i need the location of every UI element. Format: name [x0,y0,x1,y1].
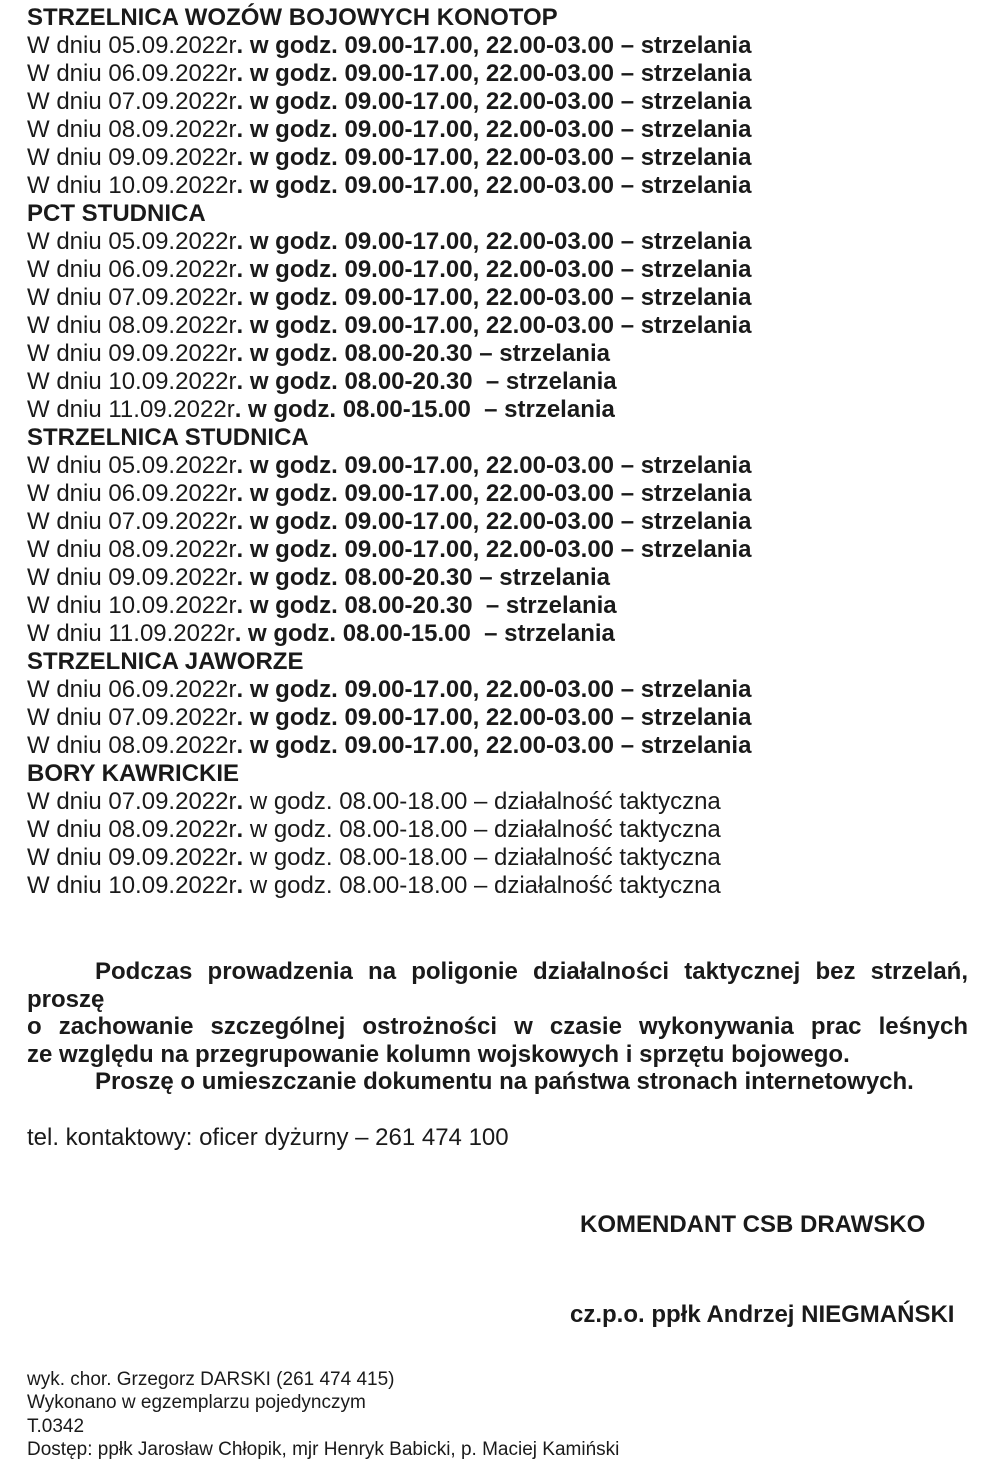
schedule-entry-plain: W dniu 10.09.2022r [27,368,237,395]
schedule-entry [27,256,968,284]
schedule-entry-bold: . w godz. 09.00-17.00, 22.00-03.00 – strzelania [236,256,752,283]
schedule-entry [27,732,968,760]
schedule-entry-rest: w godz. 08.00-18.00 – działalność taktyczna [243,788,721,815]
schedule-entry-plain: W dniu 09.09.2022r [27,340,237,367]
schedule-entry-bold: . w godz. 08.00-15.00 – strzelania [234,396,615,423]
section-title: BORY KAWRICKIE [27,760,240,787]
section-title: PCT STUDNICA [27,200,206,227]
schedule-entry-rest: w godz. 08.00-18.00 – działalność taktyczna [243,816,721,843]
schedule-entry [27,480,968,508]
schedule-entry-bold: . [236,872,244,899]
schedule-entry-plain: W dniu 06.09.2022r [27,60,237,87]
footer-line: Wykonano w egzemplarzu pojedynczym [27,1392,366,1413]
document-footer [27,1368,968,1462]
schedule-entry-bold: . w godz. 09.00-17.00, 22.00-03.00 – strzelania [236,228,752,255]
contact-phone-line: tel. kontaktowy: oficer dyżurny – 261 474 100 [27,1123,509,1151]
schedule-entry-plain: W dniu 10.09.2022r [27,872,237,899]
notice-paragraph-1-line: Podczas prowadzenia na poligonie działalności taktycznej bez strzelań, proszę [27,958,968,1013]
schedule-entry [27,676,968,704]
schedule-entry-plain: W dniu 08.09.2022r [27,312,237,339]
schedule-entry-bold: . w godz. 08.00-15.00 – strzelania [234,620,615,647]
schedule-entry-plain: W dniu 07.09.2022r [27,788,237,815]
schedule-entry-plain: W dniu 07.09.2022r [27,704,237,731]
section-title: STRZELNICA WOZÓW BOJOWYCH KONOTOP [27,4,558,31]
schedule-entry [27,872,968,900]
schedule-entry-rest: w godz. 08.00-18.00 – działalność taktyczna [243,872,721,899]
schedule-entry-plain: W dniu 11.09.2022r [27,396,235,423]
schedule-entry [27,60,968,88]
schedule-entry-bold: . w godz. 09.00-17.00, 22.00-03.00 – strzelania [236,312,752,339]
schedule-entry [27,312,968,340]
schedule-entry [27,284,968,312]
notice-paragraph-2: Proszę o umieszczanie dokumentu na państwa stronach internetowych. [95,1068,914,1095]
schedule-entry-bold: . w godz. 09.00-17.00, 22.00-03.00 – strzelania [236,536,752,563]
notice-paragraph-1 [27,958,968,1068]
schedule-entry-plain: W dniu 10.09.2022r [27,592,237,619]
footer-line: T.0342 [27,1415,85,1437]
schedule-entry-plain: W dniu 06.09.2022r [27,256,237,283]
schedule-entry-bold: . w godz. 09.00-17.00, 22.00-03.00 – strzelania [236,32,752,59]
schedule-entry-plain: W dniu 06.09.2022r [27,480,237,507]
schedule-entry [27,340,968,368]
schedule-entry-plain: W dniu 07.09.2022r [27,88,237,115]
schedule-entry [27,536,968,564]
schedule-entry-plain: W dniu 05.09.2022r [27,32,237,59]
schedule-entry-bold: . w godz. 08.00-20.30 – strzelania [236,592,617,619]
schedule-entry-bold: . w godz. 09.00-17.00, 22.00-03.00 – strzelania [236,704,752,731]
schedule-entry-plain: W dniu 08.09.2022r [27,816,237,843]
schedule-entry [27,788,968,816]
schedule-entry-plain: W dniu 09.09.2022r [27,564,237,591]
section-title: STRZELNICA STUDNICA [27,424,309,451]
schedule-entry-plain: W dniu 11.09.2022r [27,620,235,647]
schedule-entry-plain: W dniu 09.09.2022r [27,144,237,171]
schedule-entry-plain: W dniu 05.09.2022r [27,452,237,479]
schedule-entry-bold: . w godz. 09.00-17.00, 22.00-03.00 – strzelania [236,144,752,171]
signature-title: KOMENDANT CSB DRAWSKO [580,1210,926,1238]
schedule-entry [27,452,968,480]
schedule-entry-plain: W dniu 07.09.2022r [27,284,237,311]
notice-paragraphs [27,958,968,1096]
schedule-entry-bold: . w godz. 09.00-17.00, 22.00-03.00 – strzelania [236,172,752,199]
schedule-entry [27,704,968,732]
schedule-entry-plain: W dniu 09.09.2022r [27,844,237,871]
schedule-entry-bold: . w godz. 09.00-17.00, 22.00-03.00 – strzelania [236,284,752,311]
schedule-entry [27,564,968,592]
schedule-entry [27,228,968,256]
section-title: STRZELNICA JAWORZE [27,648,304,675]
schedule-entry-plain: W dniu 10.09.2022r [27,172,237,199]
schedule-entry-bold: . w godz. 08.00-20.30 – strzelania [236,340,610,367]
schedule-entry-plain: W dniu 07.09.2022r [27,508,237,535]
schedule-entry-bold: . w godz. 09.00-17.00, 22.00-03.00 – strzelania [236,88,752,115]
schedule-entry [27,816,968,844]
schedule-entry-plain: W dniu 06.09.2022r [27,676,237,703]
schedule-entry [27,368,968,396]
schedule-entry [27,620,968,648]
schedule-entry-bold: . w godz. 08.00-20.30 – strzelania [236,564,610,591]
schedule-entry-plain: W dniu 08.09.2022r [27,732,237,759]
schedule-entry [27,32,968,60]
schedule-entry-bold: . w godz. 09.00-17.00, 22.00-03.00 – strzelania [236,732,752,759]
schedule-entry-bold: . [236,788,244,815]
footer-line: wyk. chor. Grzegorz DARSKI (261 474 415) [27,1368,395,1390]
schedule-entry [27,88,968,116]
schedule-entry-plain: W dniu 08.09.2022r [27,116,237,143]
schedule-entry-bold: . w godz. 09.00-17.00, 22.00-03.00 – strzelania [236,676,752,703]
schedule-entry-bold: . [236,816,244,843]
schedule [27,4,968,900]
footer-line: Dostęp: ppłk Jarosław Chłopik, mjr Henryk Babicki, p. Maciej Kamiński [27,1439,620,1460]
signature-name: cz.p.o. ppłk Andrzej NIEGMAŃSKI [570,1300,955,1328]
schedule-entry-bold: . w godz. 09.00-17.00, 22.00-03.00 – strzelania [236,508,752,535]
schedule-entry [27,844,968,872]
schedule-entry-bold: . w godz. 09.00-17.00, 22.00-03.00 – strzelania [236,116,752,143]
notice-paragraph-1-line: ze względu na przegrupowanie kolumn wojskowych i sprzętu bojowego. [27,1040,850,1068]
schedule-entry-bold: . w godz. 09.00-17.00, 22.00-03.00 – strzelania [236,60,752,87]
schedule-entry [27,396,968,424]
schedule-entry [27,508,968,536]
schedule-entry [27,592,968,620]
schedule-entry-bold: . w godz. 08.00-20.30 – strzelania [236,368,617,395]
schedule-entry [27,116,968,144]
schedule-entry-rest: w godz. 08.00-18.00 – działalność taktyczna [243,844,721,871]
schedule-entry-bold: . w godz. 09.00-17.00, 22.00-03.00 – strzelania [236,480,752,507]
schedule-entry-plain: W dniu 08.09.2022r [27,536,237,563]
notice-paragraph-1-line: o zachowanie szczególnej ostrożności w czasie wykonywania prac leśnych [27,1013,968,1040]
schedule-entry-bold: . w godz. 09.00-17.00, 22.00-03.00 – strzelania [236,452,752,479]
schedule-entry [27,144,968,172]
schedule-entry-plain: W dniu 05.09.2022r [27,228,237,255]
schedule-entry-bold: . [236,844,244,871]
schedule-entry [27,172,968,200]
